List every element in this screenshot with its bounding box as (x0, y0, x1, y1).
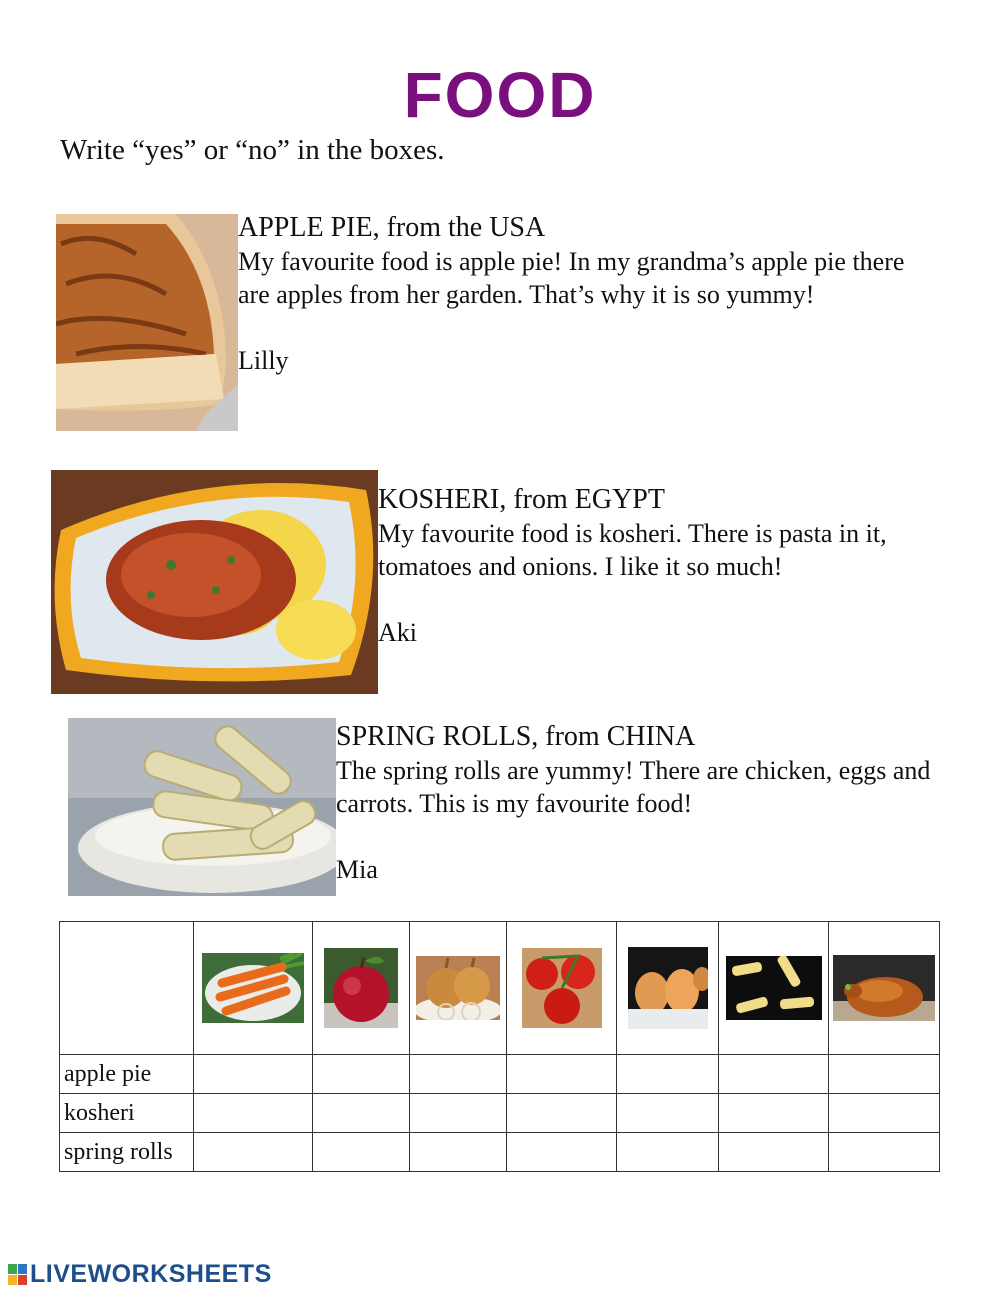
liveworksheets-logo-icon (8, 1264, 28, 1286)
header-onions (410, 922, 507, 1055)
story-kosheri (378, 483, 948, 649)
answer-cell[interactable] (719, 1055, 829, 1094)
spring-rolls-photo (68, 718, 336, 896)
answer-cell[interactable] (313, 1055, 410, 1094)
header-pasta (719, 922, 829, 1055)
answer-cell[interactable] (617, 1094, 719, 1133)
eggs-image (628, 947, 708, 1029)
header-apple (313, 922, 410, 1055)
chicken-image (833, 955, 935, 1021)
answer-cell[interactable] (617, 1133, 719, 1172)
answer-cell[interactable] (829, 1133, 940, 1172)
story-body: My favourite food is kosheri. There is pasta in it, tomatoes and onions. I like it so much! (378, 519, 887, 581)
story-author: Lilly (238, 346, 289, 375)
answer-cell[interactable] (617, 1055, 719, 1094)
story-author: Mia (336, 855, 378, 884)
table-header-row (60, 922, 940, 1055)
story-heading: KOSHERI, from EGYPT (378, 484, 665, 515)
brand-text: LIVEWORKSHEETS (30, 1260, 272, 1288)
story-spring-rolls (336, 720, 936, 886)
answer-cell[interactable] (507, 1133, 617, 1172)
table-row (60, 1055, 940, 1094)
tomatoes-image (522, 948, 602, 1028)
answer-cell[interactable] (719, 1133, 829, 1172)
answer-cell[interactable] (194, 1094, 313, 1133)
story-body: The spring rolls are yummy! There are chicken, eggs and carrots. This is my favourite food! (336, 756, 931, 818)
instruction-text: Write “yes” or “no” in the boxes. (60, 134, 445, 166)
pasta-image (726, 956, 822, 1020)
apple-pie-photo (56, 214, 238, 431)
answer-cell[interactable] (507, 1055, 617, 1094)
story-heading: APPLE PIE, from the USA (238, 212, 546, 243)
answer-cell[interactable] (194, 1055, 313, 1094)
row-label: apple pie (60, 1055, 194, 1094)
story-body: My favourite food is apple pie! In my grandma’s apple pie there are apples from her garden. That’s why it is so yummy! (238, 247, 905, 309)
story-heading: SPRING ROLLS, from CHINA (336, 721, 696, 752)
header-empty-cell (60, 922, 194, 1055)
carrots-image (202, 953, 304, 1023)
header-tomatoes (507, 922, 617, 1055)
apple-image (324, 948, 398, 1028)
header-chicken (829, 922, 940, 1055)
row-label: spring rolls (60, 1133, 194, 1172)
answer-cell[interactable] (829, 1094, 940, 1133)
answer-cell[interactable] (410, 1133, 507, 1172)
row-label: kosheri (60, 1094, 194, 1133)
answer-cell[interactable] (829, 1055, 940, 1094)
answer-cell[interactable] (410, 1055, 507, 1094)
table-row (60, 1094, 940, 1133)
answer-cell[interactable] (507, 1094, 617, 1133)
ingredients-table (59, 921, 940, 1172)
onions-image (416, 956, 500, 1020)
story-author: Aki (378, 618, 417, 647)
table-row (60, 1133, 940, 1172)
page-title: FOOD (403, 59, 597, 131)
answer-cell[interactable] (410, 1094, 507, 1133)
kosheri-photo (51, 470, 378, 694)
answer-cell[interactable] (719, 1094, 829, 1133)
header-eggs (617, 922, 719, 1055)
header-carrots (194, 922, 313, 1055)
answer-cell[interactable] (194, 1133, 313, 1172)
answer-cell[interactable] (313, 1133, 410, 1172)
liveworksheets-logo[interactable] (8, 1260, 272, 1289)
answer-cell[interactable] (313, 1094, 410, 1133)
story-apple-pie (238, 211, 938, 377)
